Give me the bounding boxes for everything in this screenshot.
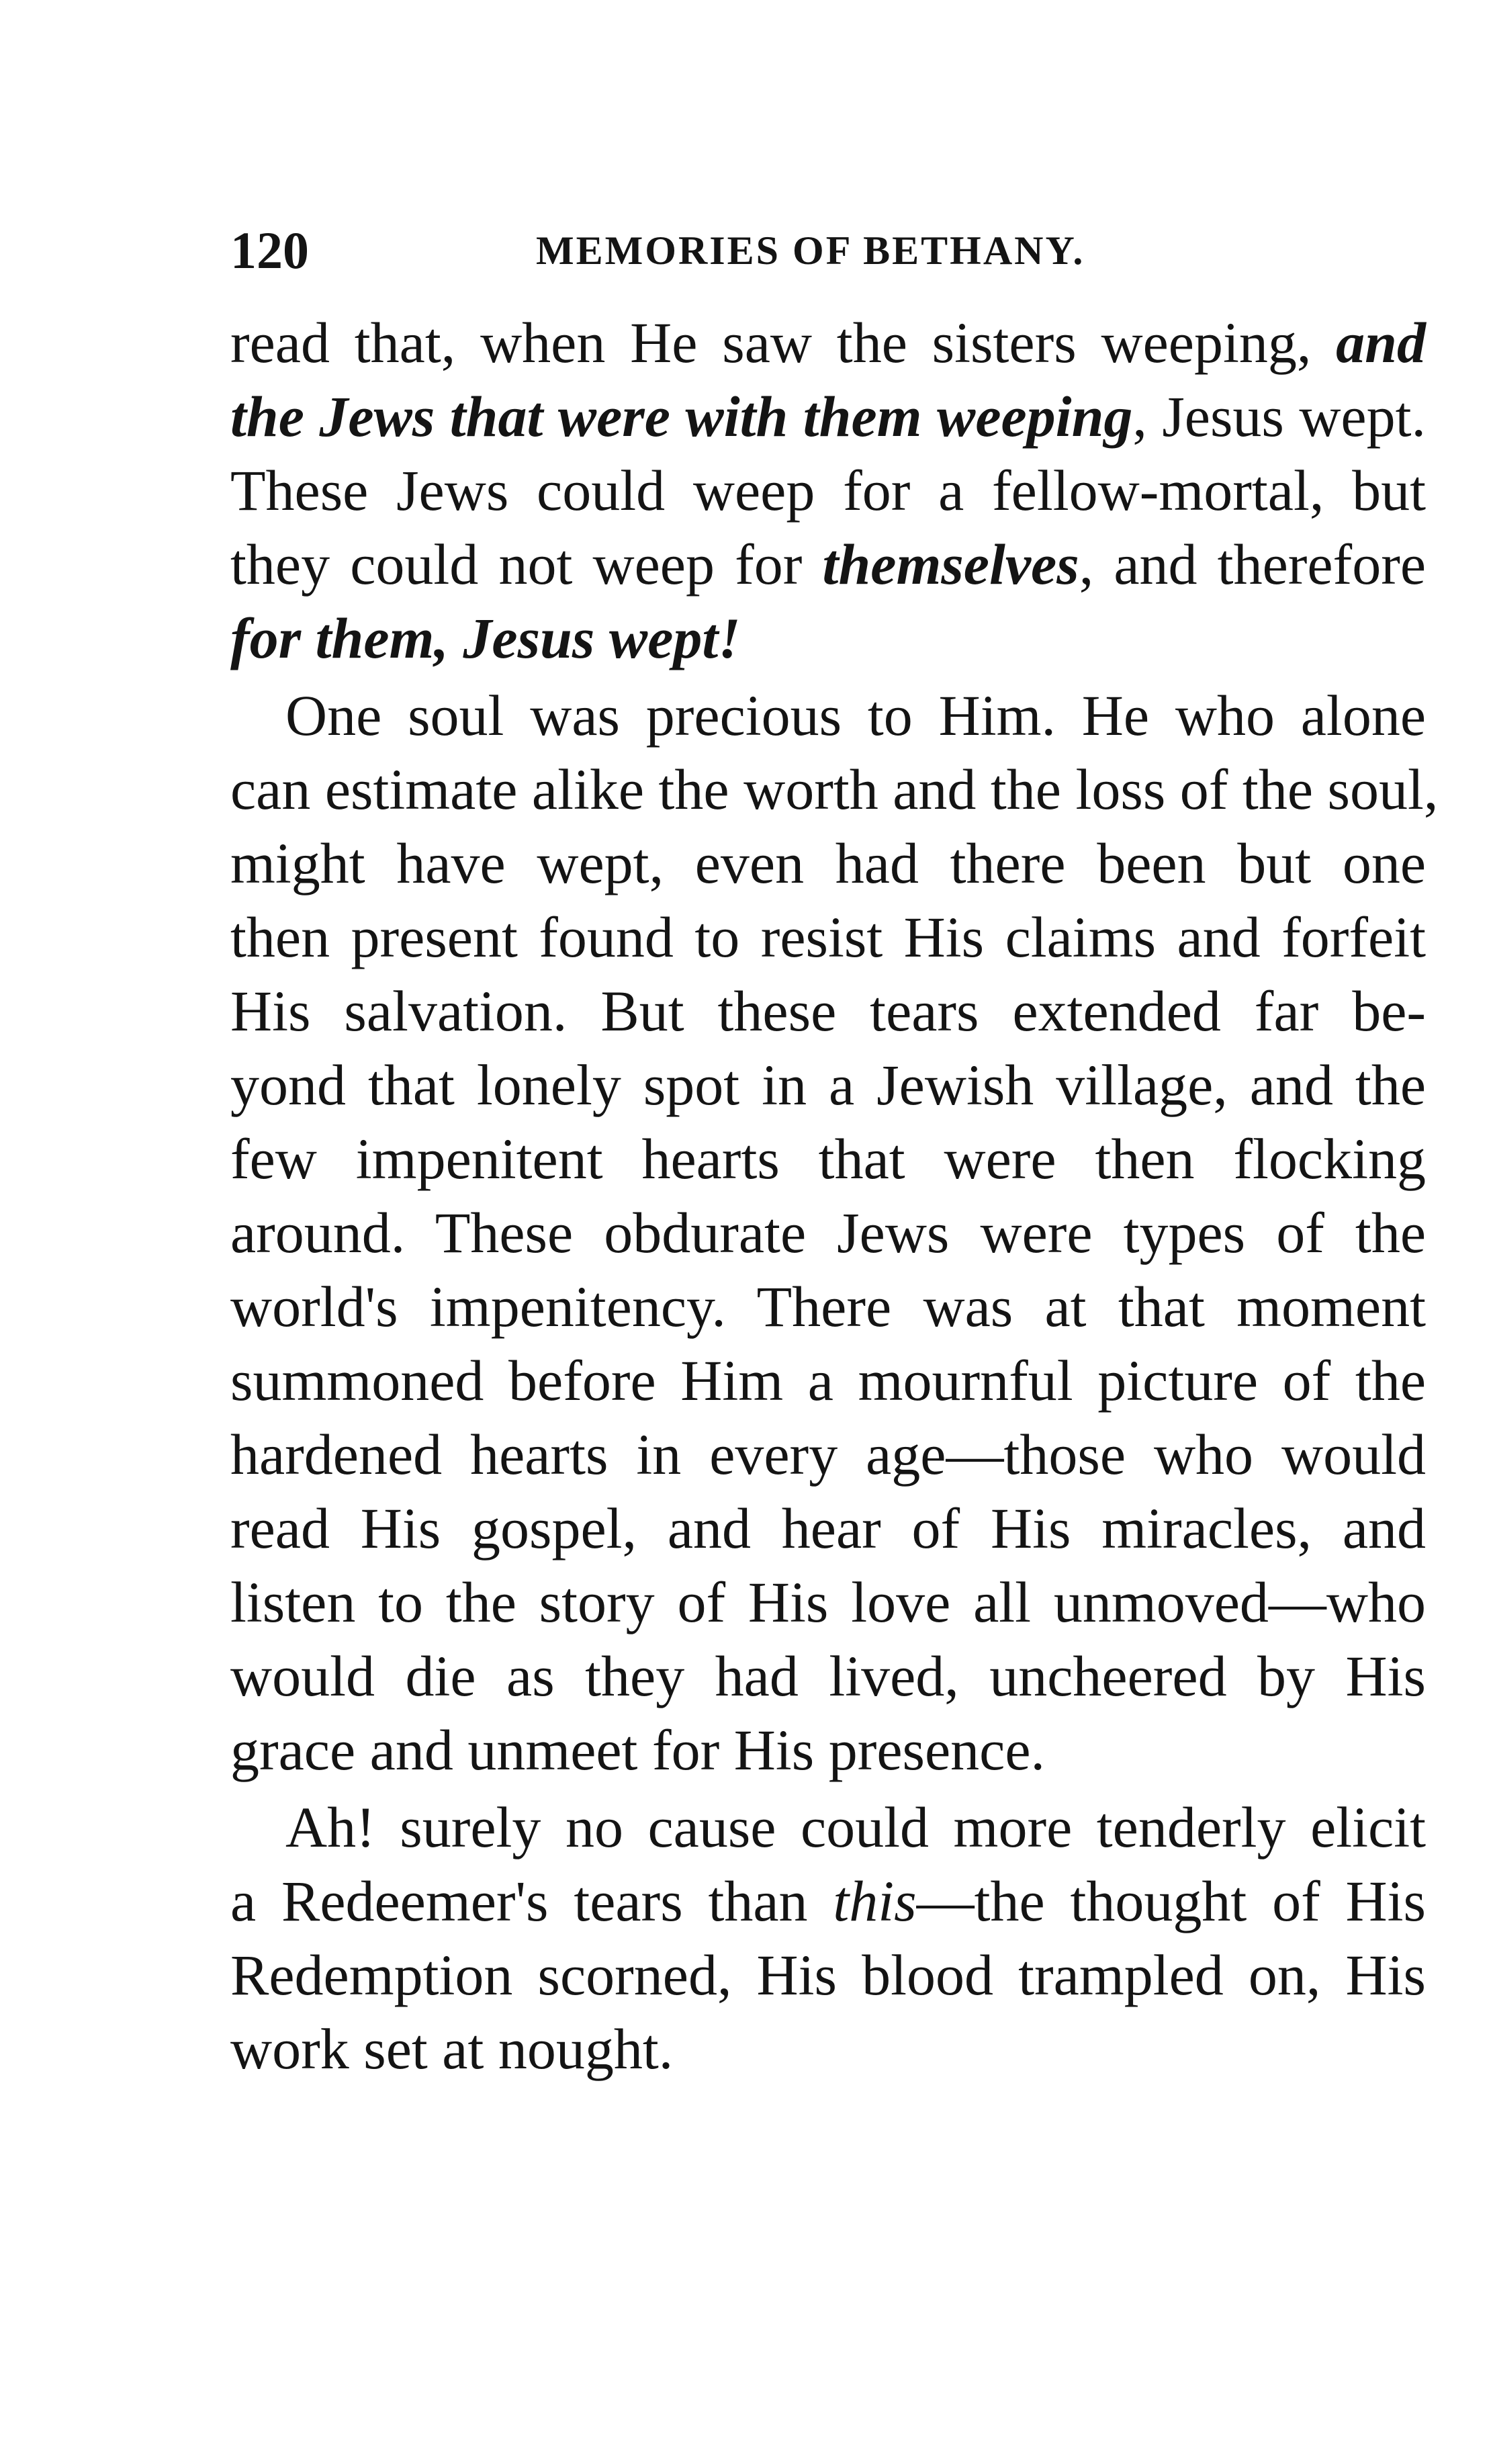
text-line: hardened hearts in every age—those who would — [230, 1422, 1426, 1487]
text-line: yond that lonely spot in a Jewish village, and the — [230, 1053, 1426, 1117]
text-line: summoned before Him a mournful picture of the — [230, 1348, 1426, 1413]
text-line: a Redeemer's tears than this—the thought of His — [230, 1869, 1426, 1933]
running-title: MEMORIES OF BETHANY. — [536, 228, 1085, 273]
text-line: for them, Jesus wept! — [230, 606, 741, 670]
text-line: world's impenitency. There was at that moment — [230, 1274, 1426, 1339]
text-line: work set at nought. — [230, 2017, 674, 2081]
text-line: they could not weep for themselves, and therefore — [230, 532, 1426, 597]
text-line: One soul was precious to Him. He who alone — [285, 683, 1426, 748]
text-line: Redemption scorned, His blood trampled on, His — [230, 1943, 1426, 2007]
text-line: His salvation. But these tears extended far be- — [230, 979, 1426, 1043]
text-line: These Jews could weep for a fellow-mortal, but — [230, 458, 1426, 523]
text-line: might have wept, even had there been but one — [230, 831, 1426, 895]
page-number: 120 — [230, 221, 309, 279]
text-line: can estimate alike the worth and the loss of the soul, — [230, 757, 1439, 822]
text-line: read that, when He saw the sisters weeping, and — [230, 310, 1426, 375]
text-line: few impenitent hearts that were then flocking — [230, 1127, 1426, 1191]
text-line: grace and unmeet for His presence. — [230, 1718, 1045, 1782]
text-line: read His gospel, and hear of His miracles, and — [230, 1496, 1426, 1560]
running-head — [230, 214, 1426, 288]
text-line: Ah! surely no cause could more tenderly elicit — [285, 1795, 1426, 1859]
text-line: the Jews that were with them weeping, Jesus wept. — [230, 384, 1426, 449]
text-line: would die as they had lived, uncheered by His — [230, 1644, 1426, 1708]
text-line: listen to the story of His love all unmoved—who — [230, 1570, 1426, 1634]
text-line: around. These obdurate Jews were types of the — [230, 1200, 1426, 1265]
text-line: then present found to resist His claims and forfeit — [230, 905, 1426, 969]
